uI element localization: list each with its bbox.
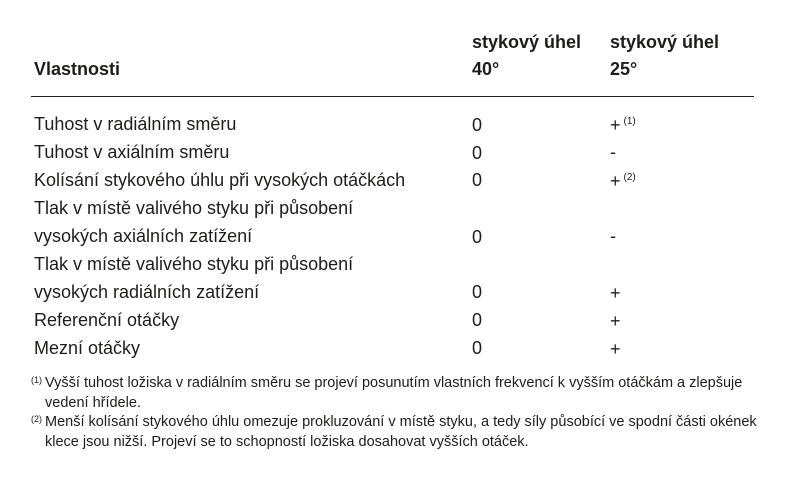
header-angle-25-line2: 25° <box>610 59 638 79</box>
cell-angle-25: - <box>610 142 616 162</box>
header-angle-25 <box>610 29 770 83</box>
header-angle-25-line1: stykový úhel <box>610 32 720 52</box>
table-row <box>0 334 800 362</box>
cell-property: Tuhost v radiálním směru <box>34 114 237 134</box>
cell-angle-25-value: + <box>610 115 621 135</box>
footnote-ref-2: (2) <box>623 172 636 183</box>
table-row <box>0 110 800 138</box>
cell-property: Referenční otáčky <box>34 310 180 330</box>
footnote-2-mark: (2) <box>31 414 42 424</box>
table-row <box>0 138 800 166</box>
cell-angle-40: 0 <box>472 115 483 135</box>
cell-angle-40: 0 <box>472 170 483 190</box>
footnote-1-text: Vyšší tuhost ložiska v radiálním směru se projeví posunutím vlastních frekvencí k vyšším otáčkám a zlepšuje vedení hřídele. <box>45 375 743 411</box>
cell-angle-40: 0 <box>472 282 483 302</box>
cell-angle-40: 0 <box>472 338 483 358</box>
cell-property: Kolísání stykového úhlu při vysokých otáčkách <box>34 170 406 190</box>
header-angle-40-line2: 40° <box>472 59 500 79</box>
header-property <box>34 56 120 83</box>
cell-angle-25: - <box>610 226 616 246</box>
table-row <box>0 250 800 306</box>
footnote-ref-1: (1) <box>623 116 636 127</box>
table-body <box>0 110 800 362</box>
cell-property-line1: Tlak v místě valivého styku při působení <box>34 254 354 274</box>
cell-angle-40: 0 <box>472 143 483 163</box>
header-property-label: Vlastnosti <box>34 59 121 79</box>
cell-angle-25: + <box>610 339 621 359</box>
cell-property-line2: vysokých radiálních zatížení <box>34 282 260 302</box>
cell-angle-40: 0 <box>472 310 483 330</box>
table-row <box>0 166 800 194</box>
footnotes <box>31 374 771 452</box>
footnote-1-mark: (1) <box>31 375 42 385</box>
table-row <box>0 194 800 250</box>
cell-property <box>34 194 464 250</box>
cell-property-line1: Tlak v místě valivého styku při působení <box>34 198 354 218</box>
cell-angle-40: 0 <box>472 227 483 247</box>
cell-angle-25-value: + <box>610 171 621 191</box>
header-angle-40-line1: stykový úhel <box>472 32 582 52</box>
cell-property <box>34 250 464 306</box>
cell-property: Tuhost v axiálním směru <box>34 142 230 162</box>
cell-property-line2: vysokých axiálních zatížení <box>34 226 253 246</box>
cell-angle-25: + <box>610 311 621 331</box>
cell-property: Mezní otáčky <box>34 338 141 358</box>
cell-angle-25: + <box>610 283 621 303</box>
footnote-2 <box>31 413 771 452</box>
header-angle-40 <box>472 29 612 83</box>
footnote-1 <box>31 374 771 413</box>
footnote-2-text: Menší kolísání stykového úhlu omezuje prokluzování v místě styku, a tedy síly působící ve spodní části okének klece jsou nižší. Projeví se to schopností ložiska dosahovat vyšších otáček. <box>45 414 757 450</box>
header-divider <box>31 96 754 97</box>
table-row <box>0 306 800 334</box>
